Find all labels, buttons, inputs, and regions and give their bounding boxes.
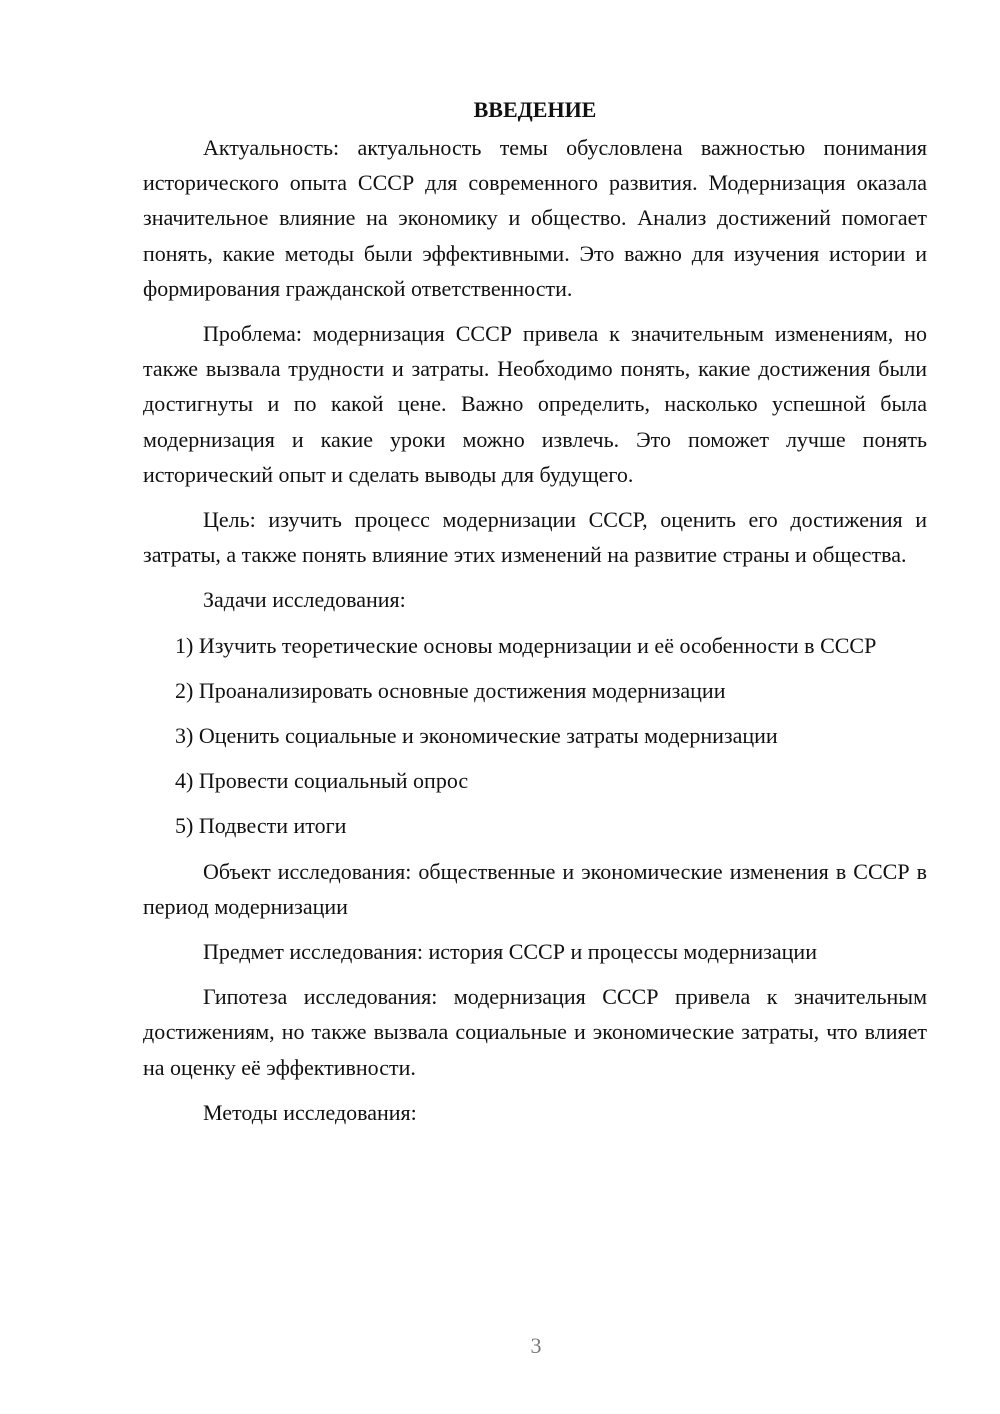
tasks-title: Задачи исследования: (203, 587, 406, 613)
page-number: 3 (530, 1333, 542, 1358)
problem-paragraph: Проблема: модернизация СССР привела к значительным изменениям, но также вызвала трудности и затраты. Необходимо понять, какие достижения были достигнуты и по какой цене. Важно определить, насколько успешной была модернизация и какие уроки можно извлечь. Это поможет лучше понять исторический опыт и сделать выводы для будущего. (143, 321, 927, 487)
task-item: 3) Оценить социальные и экономические затраты модернизации (175, 723, 778, 749)
task-item: 5) Подвести итоги (175, 813, 347, 839)
page-content (143, 92, 927, 1140)
methods-title: Методы исследования: (203, 1099, 417, 1125)
object-paragraph: Объект исследования: общественные и экономические изменения в СССР в период модернизации (143, 858, 927, 919)
task-item: 2) Проанализировать основные достижения модернизации (175, 677, 726, 703)
task-item: 1) Изучить теоретические основы модернизации и её особенности в СССР (175, 632, 877, 658)
section-heading: ВВЕДЕНИЕ (473, 97, 597, 122)
hypothesis-paragraph: Гипотеза исследования: модернизация СССР привела к значительным достижениям, но также вызвала социальные и экономические затраты, что влияет на оценку её эффективности. (143, 984, 927, 1080)
tasks-list (143, 628, 927, 844)
subject-paragraph: Предмет исследования: история СССР и процессы модернизации (203, 939, 817, 965)
task-item: 4) Провести социальный опрос (175, 768, 469, 794)
goal-paragraph: Цель: изучить процесс модернизации СССР, оценить его достижения и затраты, а также понять влияние этих изменений на развитие страны и общества. (143, 507, 927, 568)
relevance-paragraph: Актуальность: актуальность темы обусловлена важностью понимания исторического опыта СССР для современного развития. Модернизация оказала значительное влияние на экономику и общество. Анализ достижений помогает понять, какие методы были эффективными. Это важно для изучения истории и формирования гражданской ответственности. (143, 135, 927, 301)
